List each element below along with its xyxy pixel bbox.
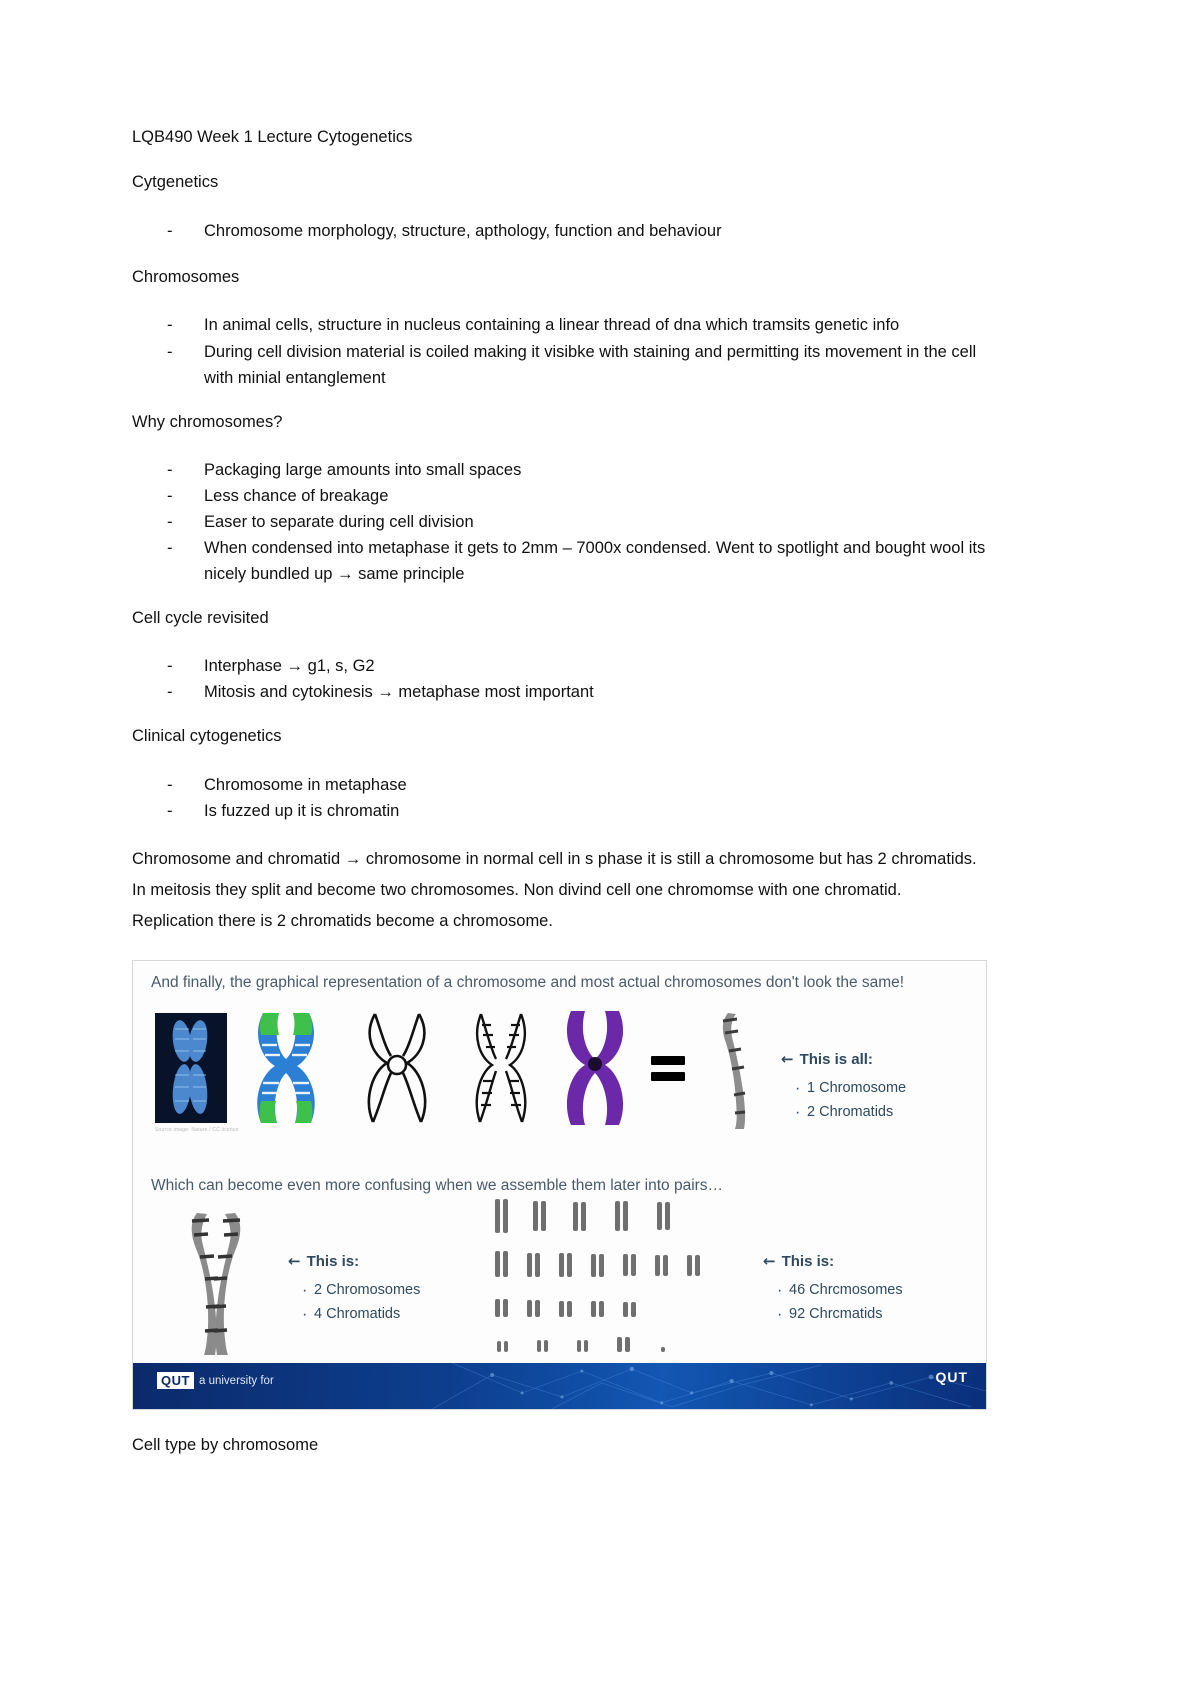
bullet-dash: - bbox=[167, 683, 173, 702]
bullet-dash: - bbox=[167, 775, 173, 794]
bullet-list-cytgenetics bbox=[132, 218, 1068, 244]
qut-logo-left: QUT bbox=[157, 1372, 194, 1389]
bullet-dash: - bbox=[167, 657, 173, 676]
list-item: · 46 Chrcmosomes bbox=[777, 1278, 903, 1303]
list-item-label: During cell division material is coiled making it visibke with staining and permitting its movement in the cell with minial entanglement bbox=[204, 342, 977, 387]
photo-credit-caption: Source image: Nature / CC licence bbox=[155, 1126, 239, 1133]
list-item-label: Packaging large amounts into small spaces bbox=[204, 460, 522, 479]
chromosome-purple-diagram bbox=[553, 1007, 637, 1134]
list-item bbox=[132, 772, 1068, 798]
slide-top-text: And finally, the graphical representation of a chromosome and most actual chromosomes don't look the same! bbox=[151, 973, 905, 991]
section-heading-chromosomes: Chromosomes bbox=[132, 268, 240, 287]
document-title: LQB490 Week 1 Lecture Cytogenetics bbox=[132, 128, 413, 146]
callout-items bbox=[763, 1278, 903, 1327]
slide-mid-text: Which can become even more confusing when we assemble them later into pairs… bbox=[151, 1176, 724, 1194]
callout-title-row bbox=[288, 1249, 420, 1274]
list-item-label: Is fuzzed up it is chromatin bbox=[204, 801, 400, 820]
body-paragraph: Chromosome and chromatid → chromosome in normal cell in s phase it is still a chromosome but has 2 chromatids. In meitosis they split and become two chromosomes. Non divind cell one chromomse with one chromatid. Replication there is 2 chromatids become a chromosome. bbox=[132, 849, 977, 931]
bullet-dash: - bbox=[167, 801, 173, 820]
chromosome-ideogram-blue bbox=[241, 1009, 331, 1132]
left-arrow-icon: ← bbox=[781, 1049, 794, 1068]
list-item bbox=[132, 312, 982, 338]
list-item-label: When condensed into metaphase it gets to 2mm – 7000x condensed. Went to spotlight and bought wool its nicely bundled up → same principle bbox=[204, 539, 986, 584]
list-item: · 2 Chromatids bbox=[795, 1100, 906, 1125]
embedded-slide-image bbox=[132, 960, 987, 1410]
list-item: · 2 Chromosomes bbox=[302, 1278, 420, 1303]
section-heading-clinical-cytogenetics: Clinical cytogenetics bbox=[132, 727, 282, 746]
callout-title: This is all: bbox=[799, 1050, 873, 1068]
bullet-list-why-chromosomes bbox=[132, 457, 987, 587]
list-item-label: Interphase → g1, s, G2 bbox=[204, 657, 375, 676]
slide-footer-banner bbox=[133, 1363, 986, 1409]
bullet-dash: - bbox=[167, 342, 173, 361]
bullet-dash: - bbox=[167, 316, 173, 335]
callout-title-row bbox=[781, 1047, 906, 1072]
bullet-list-cell-cycle bbox=[132, 653, 1068, 705]
list-item bbox=[132, 653, 1068, 679]
bullet-dash: - bbox=[167, 222, 173, 241]
list-item-label: Chromosome morphology, structure, apthology, function and behaviour bbox=[204, 222, 722, 241]
left-arrow-icon: ← bbox=[288, 1251, 301, 1270]
chromosome-pair-grey bbox=[175, 1209, 265, 1362]
chromosome-outline-diagram bbox=[351, 1009, 443, 1132]
chromosome-banded-diagram bbox=[459, 1009, 545, 1132]
bullet-dash: - bbox=[167, 539, 173, 557]
list-item-label: In animal cells, structure in nucleus containing a linear thread of dna which tramsits genetic info bbox=[204, 316, 900, 335]
callout-title: This is: bbox=[781, 1252, 835, 1270]
list-item: · 1 Chromosome bbox=[795, 1076, 906, 1101]
callout-title: This is: bbox=[306, 1252, 360, 1270]
slide-canvas bbox=[133, 961, 986, 1409]
callout-two-chromosomes bbox=[288, 1249, 420, 1327]
callout-one-chromosome bbox=[781, 1047, 906, 1125]
section-heading-cytgenetics: Cytgenetics bbox=[132, 173, 219, 192]
list-item: · 92 Chrcmatids bbox=[777, 1302, 903, 1327]
list-item bbox=[132, 535, 987, 587]
list-item-label: Chromosome in metaphase bbox=[204, 775, 407, 794]
list-item-label: Less chance of breakage bbox=[204, 486, 389, 505]
list-item bbox=[132, 679, 1068, 705]
section-heading-cell-cycle: Cell cycle revisited bbox=[132, 609, 269, 628]
list-item: · 4 Chromatids bbox=[302, 1302, 420, 1327]
equals-sign-icon bbox=[651, 1056, 685, 1088]
list-item bbox=[132, 483, 987, 509]
qut-logo-right: QUT bbox=[935, 1368, 968, 1385]
list-item bbox=[132, 509, 987, 535]
karyotype-grid bbox=[491, 1199, 741, 1376]
left-arrow-icon: ← bbox=[763, 1251, 776, 1270]
bullet-dash: - bbox=[167, 486, 173, 505]
bullet-dash: - bbox=[167, 512, 173, 531]
list-item bbox=[132, 339, 982, 391]
bullet-list-clinical-cytogenetics bbox=[132, 772, 1068, 824]
qut-tagline: a university for bbox=[199, 1374, 274, 1387]
list-item bbox=[132, 218, 1068, 244]
section-heading-why-chromosomes: Why chromosomes? bbox=[132, 412, 283, 431]
chromosome-micrograph bbox=[155, 1013, 227, 1123]
closing-heading: Cell type by chromosome bbox=[132, 1435, 319, 1454]
callout-46-chromosomes bbox=[763, 1249, 903, 1327]
chromosome-grey-single bbox=[711, 1009, 757, 1136]
bullet-list-chromosomes bbox=[132, 312, 982, 390]
callout-items bbox=[781, 1076, 906, 1125]
list-item-label: Easer to separate during cell division bbox=[204, 512, 474, 531]
callout-title-row bbox=[763, 1249, 903, 1274]
list-item bbox=[132, 457, 987, 483]
bullet-dash: - bbox=[167, 460, 173, 479]
callout-items bbox=[288, 1278, 420, 1327]
list-item-label: Mitosis and cytokinesis → metaphase most important bbox=[204, 683, 594, 702]
list-item bbox=[132, 798, 1068, 824]
